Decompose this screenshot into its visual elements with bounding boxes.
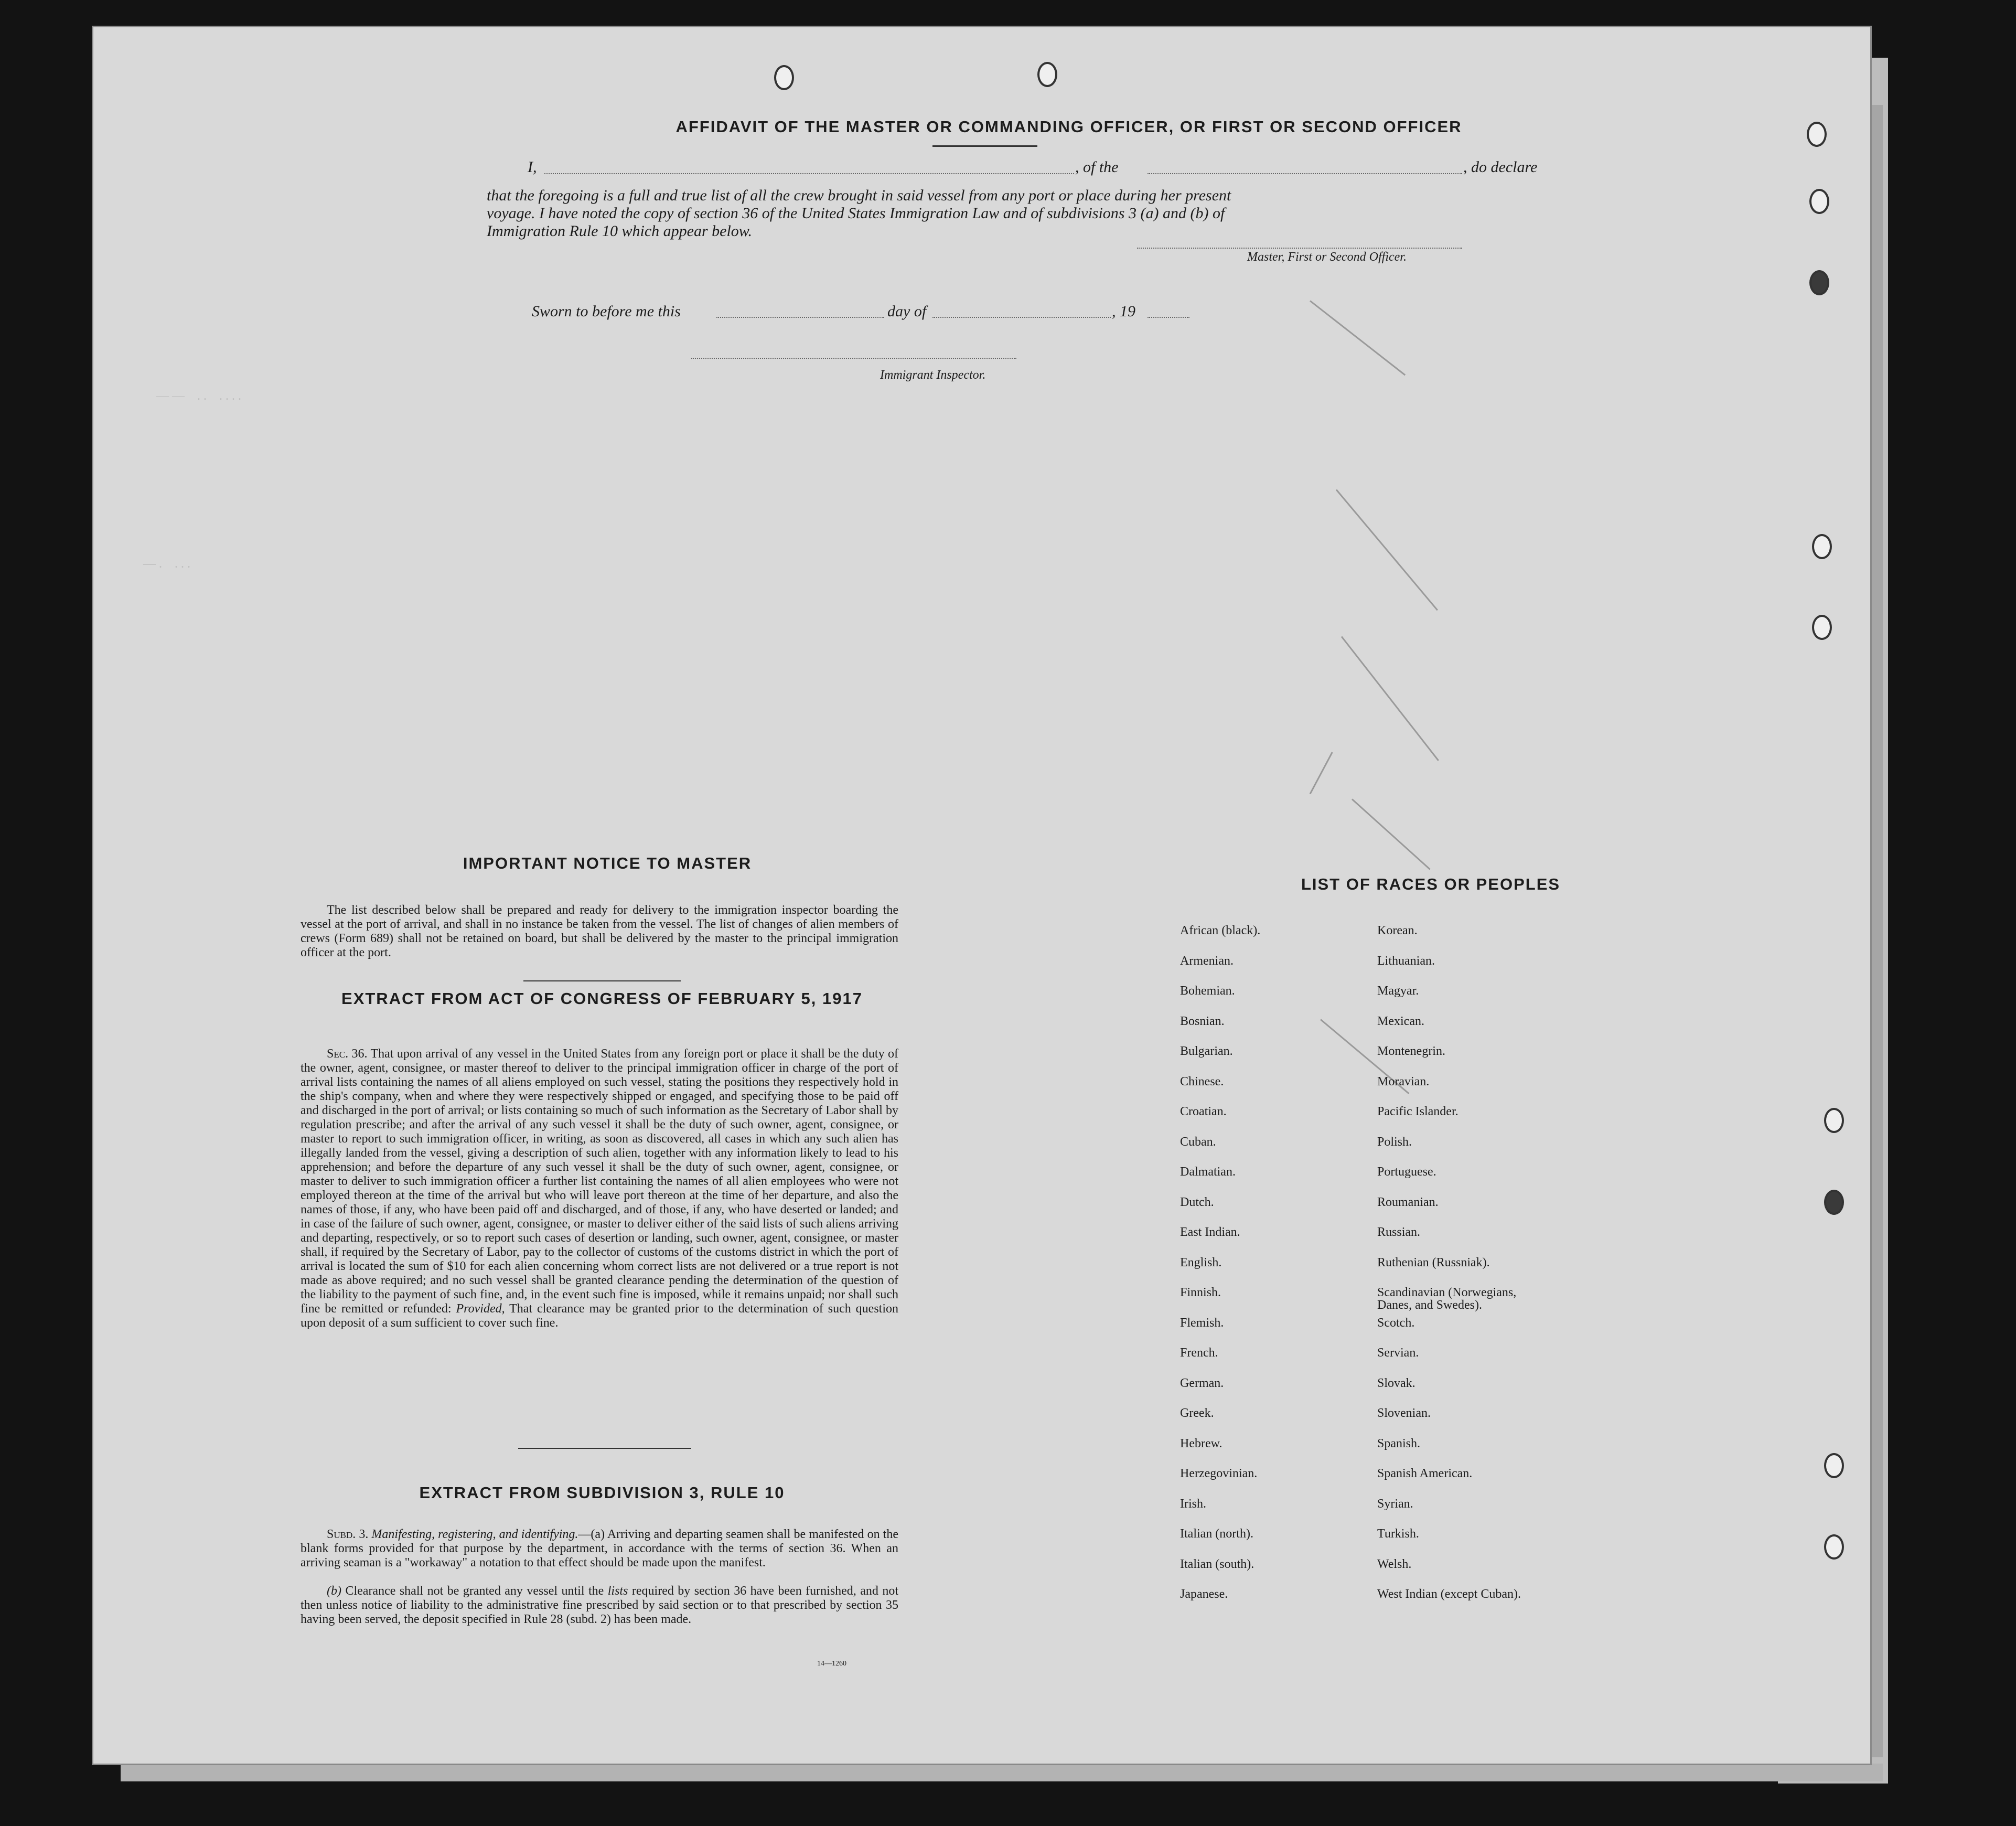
paper-scratch <box>1341 636 1439 761</box>
race-item: Italian (north). <box>1180 1527 1253 1541</box>
rule-title: EXTRACT FROM SUBDIVISION 3, RULE 10 <box>419 1483 785 1502</box>
race-item: Polish. <box>1377 1135 1412 1149</box>
rule-b-lists: lists <box>607 1584 628 1598</box>
binder-hole <box>1824 1190 1844 1215</box>
sworn-text: Sworn to before me this <box>532 303 681 320</box>
race-item: Welsh. <box>1377 1557 1412 1571</box>
race-item: Dalmatian. <box>1180 1165 1236 1179</box>
inspector-label: Immigrant Inspector. <box>880 368 986 382</box>
paper-scratch <box>1336 489 1438 611</box>
race-item: Servian. <box>1377 1346 1419 1360</box>
race-item: Mexican. <box>1377 1014 1424 1028</box>
affidavit-line-2: that the foregoing is a full and true list of all the crew brought in said vessel from any port or place during her present <box>487 187 1231 204</box>
rule-b-body-1: Clearance shall not be granted any vessel until the <box>345 1584 604 1598</box>
race-item: Flemish. <box>1180 1316 1224 1330</box>
race-item: Hebrew. <box>1180 1436 1223 1450</box>
title-rule <box>932 145 1037 147</box>
sworn-year: , 19 <box>1112 303 1135 320</box>
name-blank[interactable] <box>544 173 1074 174</box>
signature-blank[interactable] <box>1137 248 1462 249</box>
binder-hole <box>1809 189 1829 214</box>
act-section-label: Sec. 36. <box>327 1047 368 1061</box>
act-proviso-label: Provided, <box>456 1302 505 1316</box>
binder-hole <box>1812 615 1832 640</box>
race-item: French. <box>1180 1346 1218 1360</box>
binder-hole <box>1824 1453 1844 1478</box>
paper-scratch <box>1310 752 1333 794</box>
race-item: Turkish. <box>1377 1527 1419 1541</box>
act-text <box>301 1047 898 1330</box>
paper-scratch <box>1352 798 1431 870</box>
binder-hole <box>1809 270 1829 295</box>
rule-a-body: —(a) Arriving and departing seamen shall be manifested on the blank forms provided for that purpose by the department, in accordance with the terms of section 36. When an arriving seaman is a "workaway" a notation to that effect should be made upon the manifest. <box>301 1528 898 1569</box>
notice-text: The list described below shall be prepared and ready for delivery to the immigration inspector boarding the vessel at the port of arrival, and shall in no instance be taken from the vessel. The list of changes of alien members of crews (Form 689) shall not be retained on board, but shall be delivered by the master to the principal immigration officer at the port. <box>301 903 898 959</box>
race-item: Portuguese. <box>1377 1165 1436 1179</box>
signature-label: Master, First or Second Officer. <box>1247 250 1407 264</box>
bleed-through-mark: — . . . . <box>143 557 190 571</box>
race-item: Irish. <box>1180 1497 1206 1511</box>
race-item: Russian. <box>1377 1225 1421 1239</box>
rule-b-label: (b) <box>327 1584 341 1598</box>
notice-title: IMPORTANT NOTICE TO MASTER <box>463 854 752 872</box>
affidavit-title: AFFIDAVIT OF THE MASTER OR COMMANDING OFFICER, OR FIRST OR SECOND OFFICER <box>675 118 1462 136</box>
page-bottom-edge <box>121 1764 1883 1781</box>
race-item: Moravian. <box>1377 1074 1430 1088</box>
affidavit-line-4: Immigration Rule 10 which appear below. <box>487 222 753 240</box>
inspector-signature-blank[interactable] <box>691 358 1016 359</box>
race-item: Magyar. <box>1377 984 1419 998</box>
act-title: EXTRACT FROM ACT OF CONGRESS OF FEBRUARY 5, 1917 <box>341 989 863 1008</box>
punch-hole <box>1037 62 1057 87</box>
race-item: Syrian. <box>1377 1497 1413 1511</box>
affidavit-i: I, <box>528 158 537 176</box>
sworn-day-blank[interactable] <box>716 317 884 318</box>
race-item: Lithuanian. <box>1377 954 1435 968</box>
affidavit-of-the: , of the <box>1075 158 1119 176</box>
race-item: Slovenian. <box>1377 1406 1431 1420</box>
bleed-through-mark: — — . . . . . . <box>156 389 241 403</box>
race-item: Bosnian. <box>1180 1014 1225 1028</box>
race-item: Dutch. <box>1180 1195 1214 1209</box>
race-item: Ruthenian (Russniak). <box>1377 1255 1490 1269</box>
race-item: Herzegovinian. <box>1180 1467 1258 1480</box>
rule-b-text <box>301 1584 898 1627</box>
form-page <box>93 27 1870 1764</box>
race-item: East Indian. <box>1180 1225 1240 1239</box>
rule-a-text <box>301 1528 898 1570</box>
sworn-day-of: day of <box>887 303 927 320</box>
binder-hole <box>1807 122 1827 147</box>
binder-hole <box>1824 1108 1844 1133</box>
race-item: Korean. <box>1377 924 1418 937</box>
affidavit-line-3: voyage. I have noted the copy of section 36 of the United States Immigration Law and of subdivisions 3 (a) and (b) of <box>487 205 1225 222</box>
race-item: Slovak. <box>1377 1376 1416 1390</box>
race-item: Japanese. <box>1180 1587 1228 1601</box>
race-item: German. <box>1180 1376 1224 1390</box>
race-item: Roumanian. <box>1377 1195 1439 1209</box>
binder-hole <box>1812 534 1832 559</box>
race-item: Cuban. <box>1180 1135 1216 1149</box>
section-rule <box>523 980 681 981</box>
race-item: Finnish. <box>1180 1286 1221 1299</box>
rule-subd-label: Subd. 3. <box>327 1528 369 1541</box>
paper-scratch <box>1310 300 1406 376</box>
punch-hole <box>774 65 794 90</box>
act-section-text: That upon arrival of any vessel in the United States from any foreign port or place it shall be the duty of the owner, agent, consignee, or master thereof to deliver to the principal immigration officer in charge of the port of arrival lists containing the names of all aliens employed on such vessel, stating the positions they respectively hold in the ship's company, when and where they were respectively shipped or engaged, and specifying those to be paid off and discharged in the port of arrival; or lists containing so much of such information as the Secretary of Labor shall by regulation prescribe; and after the arrival of any such vessel it shall be the duty of such owner, agent, consignee, or master to report to such immigration officer, in writing, as soon as discovered, all cases in which any such alien has illegally landed from the vessel, giving a description of such alien, together with any information likely to lead to his apprehension; and before the departure of any such vessel it shall be the duty of such owner, agent, consignee, or master to deliver to such immigration officer a further list containing the names of all alien employees who were not employed thereon at the time of the arrival but who will leave port thereon at the time of her departure, and also the names of those, if any, who have been paid off and discharged, and of those, if any, who have deserted or landed; and in case of the failure of such owner, agent, consignee, or master to deliver either of the said lists of such aliens arriving and departing, respectively, or so to report such cases of desertion or landing, such owner, agent, consignee, or master shall, if required by the Secretary of Labor, pay to the collector of customs of the customs district in which the port of arrival is located the sum of $10 for each alien concerning whom correct lists are not delivered or a true report is not made as above required; and no such vessel shall be granted clearance pending the determination of the question of the liability to the payment of such fine, and, in the event such fine is imposed, while it remains unpaid; nor shall such fine be remitted or refunded: <box>301 1047 898 1316</box>
race-item: Greek. <box>1180 1406 1214 1420</box>
races-title: LIST OF RACES OR PEOPLES <box>1301 875 1561 893</box>
vessel-blank[interactable] <box>1148 173 1462 174</box>
race-item: Pacific Islander. <box>1377 1105 1459 1118</box>
race-item: Armenian. <box>1180 954 1234 968</box>
race-item: Montenegrin. <box>1377 1044 1445 1058</box>
race-item: West Indian (except Cuban). <box>1377 1587 1521 1601</box>
form-number: 14—1260 <box>817 1660 846 1668</box>
race-item: Scandinavian (Norwegians, Danes, and Swedes). <box>1377 1286 1517 1312</box>
sworn-month-blank[interactable] <box>932 317 1111 318</box>
race-item: African (black). <box>1180 924 1261 937</box>
act-proviso-text: That clearance may be granted prior to the determination of such question upon deposit of a sum sufficient to cover such fine. <box>301 1302 899 1330</box>
sworn-year-blank[interactable] <box>1148 317 1189 318</box>
race-item: English. <box>1180 1255 1222 1269</box>
binder-hole <box>1824 1534 1844 1560</box>
race-item: Spanish. <box>1377 1436 1421 1450</box>
race-item: Scotch. <box>1377 1316 1415 1330</box>
race-item: Spanish American. <box>1377 1467 1473 1480</box>
race-item: Bohemian. <box>1180 984 1235 998</box>
race-item: Bulgarian. <box>1180 1044 1233 1058</box>
race-item: Croatian. <box>1180 1105 1227 1118</box>
section-rule <box>518 1448 691 1449</box>
race-item: Chinese. <box>1180 1074 1224 1088</box>
rule-b-body-2: required by section 36 have been furnished, and not then unless notice of liability to the administrative fine prescribed by said section or to that prescribed by section 35 having been served, the deposit specified in Rule 28 (subd. 2) has been made. <box>301 1584 899 1626</box>
rule-subd-heading: Manifesting, registering, and identifying. <box>371 1528 578 1541</box>
race-item: Italian (south). <box>1180 1557 1254 1571</box>
affidavit-do-declare: , do declare <box>1463 158 1538 176</box>
